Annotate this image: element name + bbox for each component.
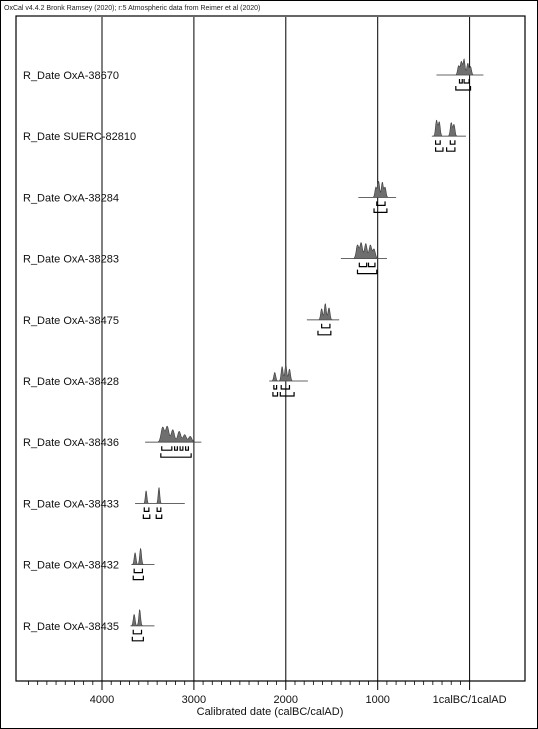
tick-label-2: 2000 (273, 694, 299, 706)
sample-label: R_Date OxA-38436 (23, 437, 119, 450)
sample-row-4 (23, 304, 339, 335)
density-curve (341, 243, 387, 259)
range-bracket-2sigma (273, 392, 278, 396)
range-bracket-1sigma (175, 446, 178, 450)
sample-row-7 (23, 487, 185, 518)
density-curve (145, 426, 201, 442)
sample-row-6 (23, 426, 201, 457)
sample-label: R_Date OxA-38283 (23, 253, 119, 266)
range-bracket-2sigma (132, 637, 143, 641)
sample-row-1 (23, 120, 466, 151)
sample-label: R_Date OxA-38435 (23, 620, 119, 633)
range-bracket-1sigma (134, 569, 142, 573)
range-bracket-2sigma (357, 270, 376, 274)
x-axis (28, 681, 506, 706)
sample-label: R_Date SUERC-82810 (23, 131, 137, 144)
density-curve (135, 487, 185, 503)
range-bracket-2sigma (133, 576, 143, 580)
sample-row-2 (23, 181, 396, 212)
range-bracket-2sigma (280, 392, 294, 396)
range-bracket-2sigma (447, 147, 455, 151)
range-bracket-2sigma (456, 86, 471, 90)
density-curve (131, 610, 155, 626)
range-bracket-2sigma (318, 331, 331, 335)
tick-label-1: 3000 (181, 694, 207, 706)
range-bracket-2sigma (436, 147, 443, 151)
range-bracket-1sigma (322, 324, 330, 328)
density-curve (307, 304, 339, 320)
tick-label-0: 4000 (89, 694, 115, 706)
sample-label: R_Date OxA-38428 (23, 376, 119, 388)
grid-lines (102, 17, 470, 681)
range-bracket-1sigma (180, 446, 183, 450)
software-credit: OxCal v4.4.2 Bronk Ramsey (2020); r:5 Atmospheric data from Reimer et al (2020) (4, 5, 261, 12)
sample-label: R_Date OxA-38284 (23, 192, 119, 205)
tick-label-3: 1000 (365, 694, 390, 706)
sample-row-3 (23, 243, 387, 274)
range-bracket-1sigma (162, 446, 172, 450)
range-bracket-1sigma (359, 263, 366, 267)
sample-label: R_Date OxA-38670 (23, 70, 119, 82)
range-bracket-2sigma (143, 514, 149, 518)
range-bracket-1sigma (274, 385, 277, 389)
range-bracket-1sigma (464, 79, 469, 83)
range-bracket-1sigma (144, 507, 149, 511)
sample-label: R_Date OxA-38432 (23, 559, 119, 572)
density-curve (269, 365, 308, 381)
range-bracket-1sigma (157, 507, 161, 511)
range-bracket-1sigma (450, 140, 455, 144)
sample-row-0 (23, 59, 483, 90)
plot-area (16, 16, 525, 681)
range-bracket-2sigma (156, 514, 162, 518)
density-curve (131, 549, 154, 565)
sample-row-5 (23, 365, 308, 396)
sample-row-9 (23, 610, 154, 641)
range-bracket-1sigma (436, 140, 441, 144)
x-axis-title: Calibrated date (calBC/calAD) (196, 706, 344, 718)
range-bracket-1sigma (459, 79, 462, 83)
range-bracket-1sigma (133, 630, 141, 634)
sample-row-8 (23, 549, 154, 580)
range-bracket-2sigma (161, 453, 191, 457)
density-curve (432, 120, 466, 136)
samples-layer (23, 59, 483, 641)
range-bracket-1sigma (369, 263, 375, 267)
density-curve (437, 59, 484, 75)
tick-label-4: 1calBC/1calAD (432, 694, 507, 706)
range-bracket-1sigma (186, 446, 189, 450)
sample-label: R_Date OxA-38433 (23, 498, 119, 511)
range-bracket-2sigma (374, 208, 387, 212)
sample-label: R_Date OxA-38475 (23, 314, 119, 327)
